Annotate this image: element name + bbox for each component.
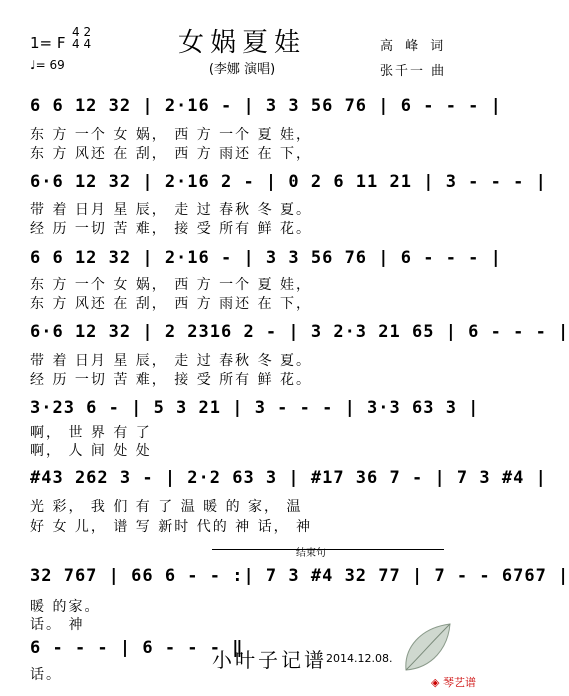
lyric-line-2a: 带 着 日月 星 辰， 走 过 春秋 冬 夏。 [30, 202, 313, 218]
notation-line-1: 6 6 12 32 | 2·16 - | 3 3 56 76 | 6 - - - | [30, 96, 502, 116]
watermark-logo [431, 674, 476, 690]
lyric-line-6b: 好 女 儿， 谱 写 新时 代的 神 话， 神 [30, 519, 313, 535]
lyric-line-2b: 经 历 一切 苦 难， 接 受 所有 鲜 花。 [30, 221, 313, 237]
tempo-marking: ♩= 69 [30, 58, 65, 72]
performer-credit: (李娜 演唱) [208, 62, 276, 77]
lyric-line-1a: 东 方 一个 女 娲， 西 方 一个 夏 娃， [30, 127, 313, 143]
composer-credit: 张千一 曲 [380, 64, 447, 79]
lyric-line-4a: 带 着 日月 星 辰， 走 过 春秋 冬 夏。 [30, 353, 313, 369]
notation-line-2: 6·6 12 32 | 2·16 2 - | 0 2 6 11 21 | 3 - - - | [30, 172, 547, 192]
lyric-line-6a: 光 彩， 我 们 有 了 温 暖 的 家， 温 [30, 499, 303, 515]
lyric-line-7b: 话。 神 [30, 617, 85, 633]
leaf-icon [398, 618, 456, 678]
lyricist-credit: 高 峰 词 [380, 39, 448, 54]
ending-bracket [212, 549, 444, 550]
lyric-line-1b: 东 方 风还 在 刮， 西 方 雨还 在 下， [30, 146, 313, 162]
transcription-date: 2014.12.08. [326, 652, 393, 665]
notation-line-4: 6·6 12 32 | 2 2316 2 - | 3 2·3 21 65 | 6 - - - | [30, 322, 569, 342]
time-signature [72, 26, 91, 50]
transcriber-signature: 小叶子记谱 [212, 648, 327, 672]
notation-line-7: 32 767 | 66 6 - - :| 7 3 #4 32 77 | 7 - - 6767 | [30, 566, 569, 586]
notation-line-8: 6 - - - | 6 - - - ‖ [30, 638, 244, 658]
notation-line-5: 3·23 6 - | 5 3 21 | 3 - - - | 3·3 63 3 | [30, 398, 480, 418]
logo-icon: ◈ [431, 676, 440, 689]
time-signature-top: 4 2 [72, 25, 92, 39]
lyric-line-8a: 话。 [30, 667, 62, 683]
lyric-line-4b: 经 历 一切 苦 难， 接 受 所有 鲜 花。 [30, 372, 313, 388]
lyric-line-7a: 暖 的家。 [30, 599, 101, 615]
song-title: 女娲夏娃 [177, 28, 306, 58]
notation-line-6: #43 262 3 - | 2·2 63 3 | #17 36 7 - | 7 3 #4 | [30, 468, 547, 488]
watermark-text: 琴艺谱 [443, 676, 476, 689]
key-signature: 1= F [30, 34, 66, 52]
lyric-line-5b: 啊， 人 间 处 处 [30, 443, 152, 459]
notation-line-3: 6 6 12 32 | 2·16 - | 3 3 56 76 | 6 - - - | [30, 248, 502, 268]
time-signature-bottom: 4 4 [72, 37, 92, 51]
lyric-line-3b: 东 方 风还 在 刮， 西 方 雨还 在 下， [30, 296, 313, 312]
ending-label: 结束句 [296, 548, 326, 559]
lyric-line-3a: 东 方 一个 女 娲， 西 方 一个 夏 娃， [30, 277, 313, 293]
lyric-line-5a: 啊， 世 界 有 了 [30, 425, 152, 441]
